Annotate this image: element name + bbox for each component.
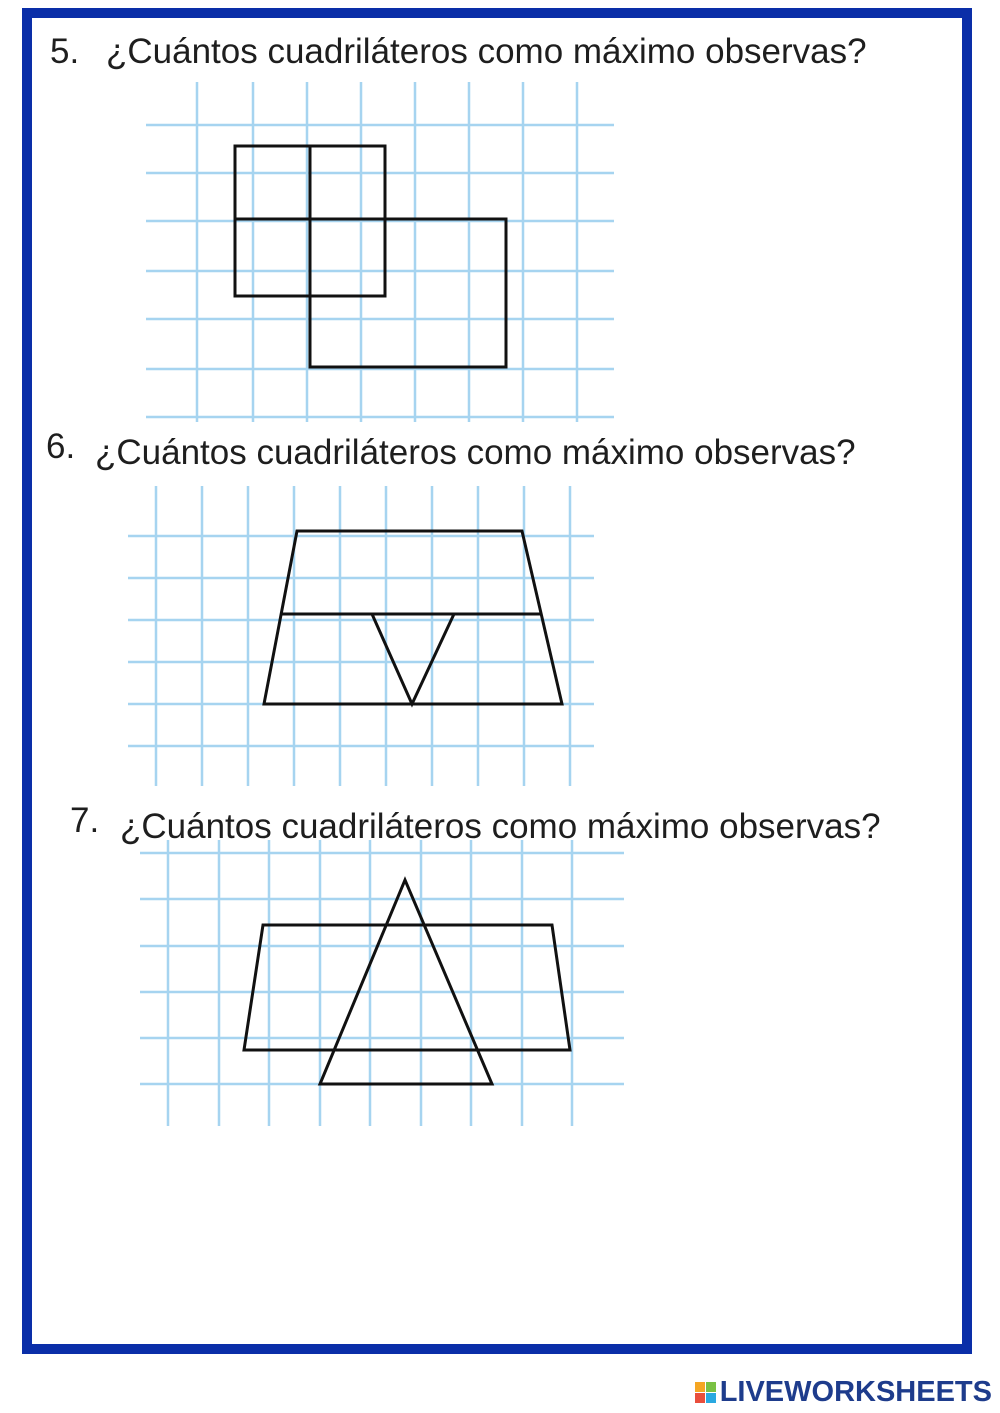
question-7-text: ¿Cuántos cuadriláteros como máximo observas? <box>120 807 881 846</box>
liveworksheets-logo-icon <box>695 1382 716 1403</box>
question-5-shapes <box>235 146 506 367</box>
question-5-number: 5. <box>50 32 80 71</box>
question-6-figure <box>128 486 594 786</box>
question-6-number: 6. <box>46 427 76 466</box>
question-5-text: ¿Cuántos cuadriláteros como máximo observas? <box>106 32 867 71</box>
question-5-figure <box>146 82 614 422</box>
footer-branding <box>695 1375 992 1409</box>
question-6-text: ¿Cuántos cuadriláteros como máximo observas? <box>95 433 856 472</box>
question-5-grid <box>146 82 614 422</box>
question-7-number: 7. <box>70 801 100 840</box>
question-7-figure <box>140 840 624 1126</box>
question-6-shapes <box>264 531 562 704</box>
footer-brand-text: LIVEWORKSHEETS <box>719 1375 992 1408</box>
